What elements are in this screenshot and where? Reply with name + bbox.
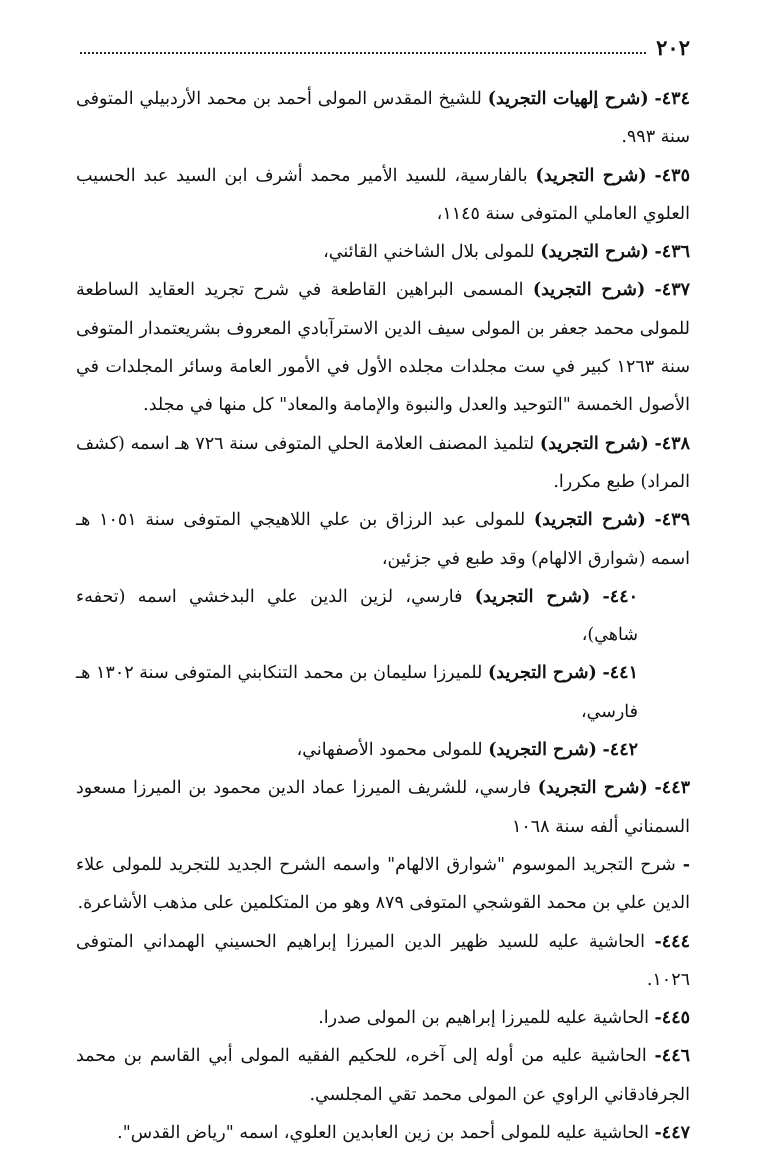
entry-title: (شرح إلهيات التجريد) [487,89,649,109]
entries-list [76,80,690,1152]
entry-number: ٤٣٦- [654,242,690,263]
entry-number: ٤٣٤- [654,89,690,109]
entry-text: الحاشية عليه من أوله إلى آخره، للحكيم الفقيه المولى أبي القاسم بن محمد الجرفادقاني الراوي عن المولى محمد تقي المجلسي. [76,1046,690,1105]
entry-title: (شرح التجريد) [539,433,649,454]
header-dotted-rule [80,42,646,54]
entry-number: ٤٣٩- [654,510,690,531]
entry-number: ٤٣٥- [654,165,690,186]
entry-title: (شرح التجريد) [537,778,648,799]
entry-15 [76,1114,690,1152]
entry-number: - [682,854,690,875]
entry-13 [76,999,690,1037]
entry-number: ٤٣٨- [654,433,690,454]
entry-number: ٤٤١- [602,663,638,684]
entry-8 [76,654,690,731]
entry-14 [76,1037,690,1114]
entry-5 [76,425,690,502]
entry-number: ٤٤٢- [602,740,638,761]
entry-text: فارسي، لزين الدين علي البدخشي اسمه (تحفهء شاهي)، [76,586,638,646]
entry-number: ٤٤٦- [654,1046,690,1067]
entry-text: للمولى بلال الشاخني القائني، [323,242,541,263]
page-number: ٢٠٢ [656,35,690,60]
entry-4 [76,271,690,424]
entry-title: (شرح التجريد) [532,280,646,301]
entry-10 [76,769,690,846]
entry-number: ٤٣٧- [654,280,690,301]
entry-text: فارسي، للشريف الميرزا عماد الدين محمود بن الميرزا مسعود السمناني ألفه سنة ١٠٦٨ [76,778,690,837]
entry-1 [76,80,690,157]
entry-3 [76,233,690,271]
entry-title: (شرح التجريد) [487,663,597,684]
entry-text: شرح التجريد الموسوم "شوارق الالهام" واسمه الشرح الجديد للتجريد للمولى علاء الدين علي بن محمد القوشجي المتوفى ٨٧٩ وهو من المتكلمين على مذهب الأشاعرة. [76,854,690,914]
entry-text: للمولى محمود الأصفهاني، [296,740,489,761]
entry-text: للميرزا سليمان بن محمد التنكابني المتوفى سنة ١٣٠٢ هـ فارسي، [76,663,638,722]
entry-number: ٤٤٧- [654,1123,690,1144]
entry-text: الحاشية عليه للمولى أحمد بن زين العابدين العلوي، اسمه "رياض القدس". [117,1123,649,1144]
entry-title: (شرح التجريد) [488,740,597,761]
entry-number: ٤٤٤- [654,931,690,952]
entry-number: ٤٤٣- [654,778,690,799]
entry-text: الحاشية عليه للميرزا إبراهيم بن المولى صدرا. [318,1008,649,1029]
page-header [80,28,690,60]
entry-title: (شرح التجريد) [474,586,591,607]
entry-6 [76,501,690,578]
entry-title: (شرح التجريد) [533,510,646,531]
entry-2 [76,157,690,234]
entry-text: الحاشية عليه للسيد ظهير الدين الميرزا إبراهيم الحسيني الهمداني المتوفى ١٠٢٦. [76,931,690,990]
entry-number: ٤٤٥- [654,1008,690,1029]
entry-number: ٤٤٠- [602,586,638,607]
entry-text: بالفارسية، للسيد الأمير محمد أشرف ابن السيد عبد الحسيب العلوي العاملي المتوفى سنة ١١٤٥، [76,165,690,224]
entry-title: (شرح التجريد) [535,165,647,186]
entry-12 [76,923,690,1000]
entry-7 [76,578,690,655]
entry-text: المسمى البراهين القاطعة في شرح تجريد العقايد الساطعة للمولى محمد جعفر بن المولى سيف الدين الاسترآبادي المعروف بشريعتمدار المتوفى سنة ١٢٦٣ كبير في ست مجلدات مجلده الأول في الأمور العامة وسائر المجلدات في الأصول الخمسة "التوحيد والعدل والنبوة والإمامة والمعاد" كل منها في مجلد. [76,280,690,416]
entry-title: (شرح التجريد) [540,242,649,263]
entry-9 [76,731,690,769]
entry-text: لتلميذ المصنف العلامة الحلي المتوفى سنة ٧٢٦ هـ اسمه (كشف المراد) طبع مكررا. [76,433,690,492]
entry-text: للمولى عبد الرزاق بن علي اللاهيجي المتوفى سنة ١٠٥١ هـ اسمه (شوارق الالهام) وقد طبع في جزئين، [76,510,690,569]
entry-11 [76,846,690,923]
entry-text: للشيخ المقدس المولى أحمد بن محمد الأردبيلي المتوفى سنة ٩٩٣. [76,89,690,148]
